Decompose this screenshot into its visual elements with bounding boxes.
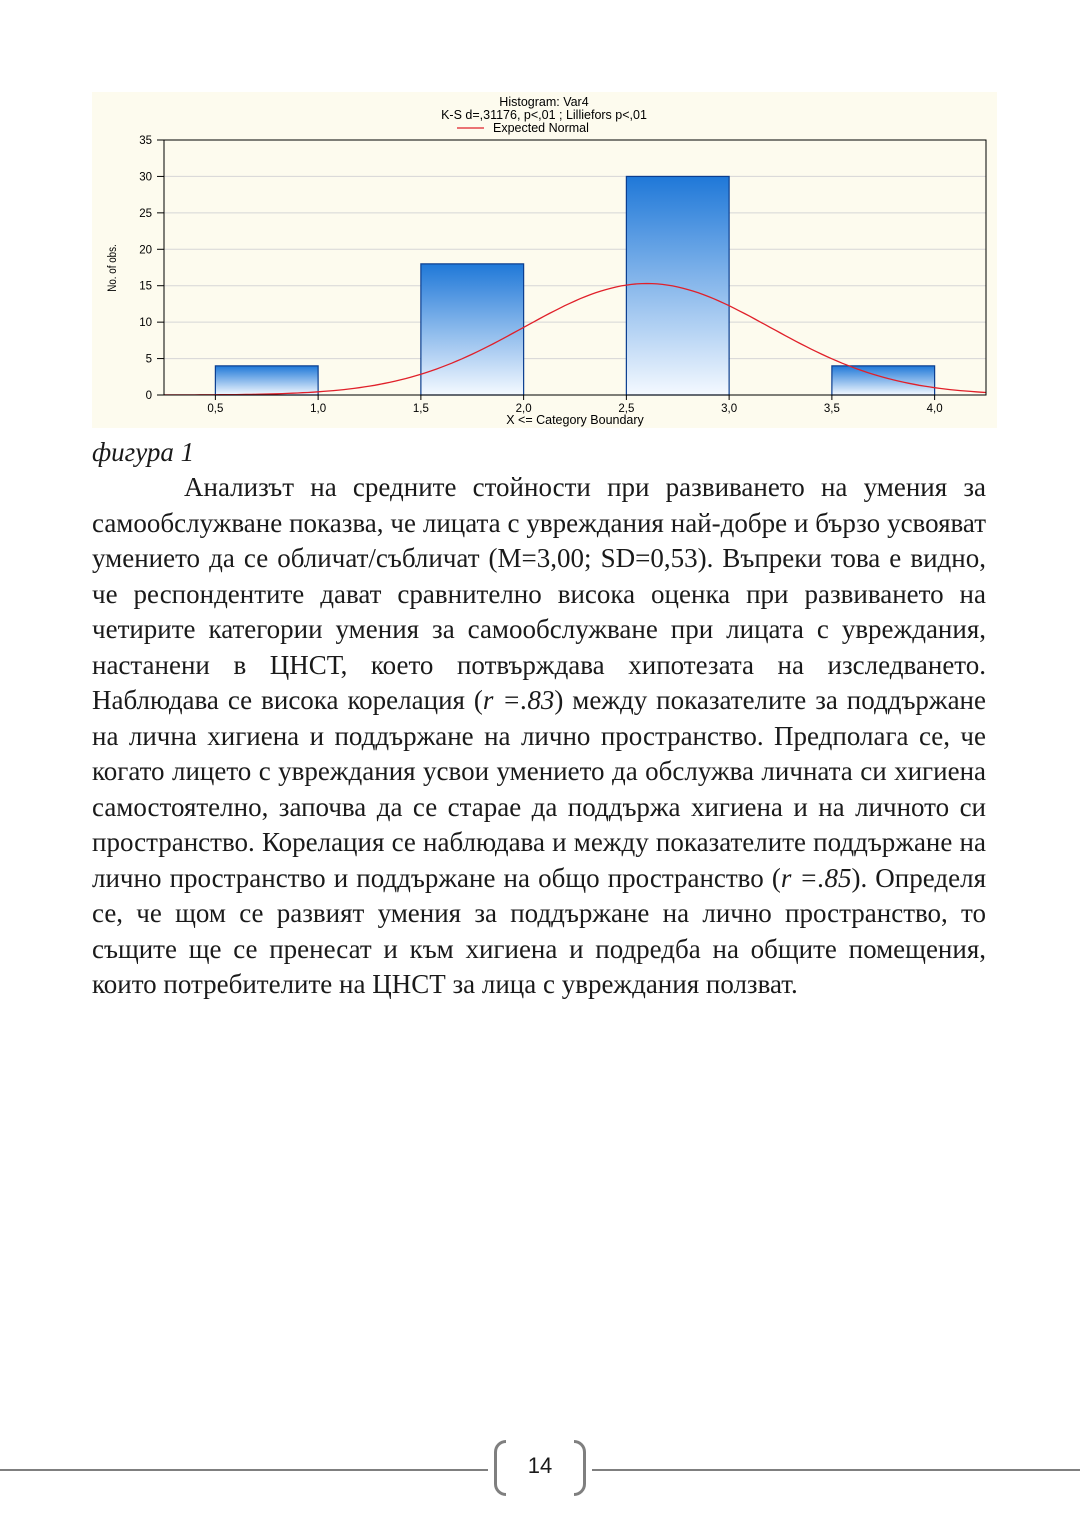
x-tick-label: 0,5 — [207, 403, 224, 415]
histogram-bar — [832, 366, 935, 395]
x-tick-label: 3,5 — [823, 403, 840, 415]
y-tick-label: 20 — [139, 244, 152, 257]
chart-title: Histogram: Var4 — [499, 95, 589, 109]
y-tick-label: 25 — [139, 207, 152, 220]
left-brace-icon — [494, 1440, 506, 1496]
footer-rule-left — [0, 1469, 488, 1471]
right-brace-icon — [574, 1440, 586, 1496]
paragraph-part-2: ) между показателите за поддържане на лична хигиена и поддържане на лично пространство. Предполага се, че когато лицето с увреждания усвои умението да обслужва личната си хигиена самостоятелно, започва да се старае да поддържа хигиена и на личното си пространство. Корелация се наблюдава и между показателите поддържане на лично пространство и поддържане на общо пространство ( — [92, 685, 986, 893]
plot-frame — [164, 140, 986, 395]
y-tick-label: 35 — [139, 135, 152, 147]
x-tick-label: 2,5 — [618, 403, 635, 415]
y-tick-label: 10 — [139, 317, 152, 330]
x-axis-label: X <= Category Boundary — [506, 413, 644, 427]
page-footer — [0, 1440, 1080, 1500]
y-tick-label: 5 — [145, 353, 152, 366]
correlation-value-2: r =.85 — [780, 862, 852, 893]
histogram-figure — [92, 92, 997, 428]
paragraph-part-1: Анализът на средните стойности при развиването на умения за самообслужване показва, че лицата с увреждания най-добре и бързо усвояват умението да се обличат/събличат (М=3,00; SD=0,53). Въпреки това е видно, че респондентите дават сравнително висока оценка при развиването на четирите категории умения за самообслужване при лицата с увреждания, настанени в ЦНСТ, което потвърждава хипотезата на изследването. Наблюдава се висока корелация ( — [92, 472, 986, 715]
y-tick-label: 30 — [139, 171, 152, 184]
chart-subtitle: K-S d=,31176, p<,01 ; Lilliefors p<,01 — [441, 108, 647, 122]
histogram-bar — [421, 264, 524, 395]
paragraph-part-3: ). Определя се, че щом се развият умения за поддържане на лично пространство, то същите ще се пренесат и към хигиена и подредба на общите помещения, които потребителите на ЦНСТ за лица с увреждания ползват. — [92, 862, 986, 999]
x-tick-label: 2,0 — [515, 403, 532, 415]
histogram-bar — [626, 176, 729, 395]
legend-label-expected-normal: Expected Normal — [493, 121, 589, 135]
page-number: 14 — [527, 1453, 553, 1478]
x-axis-ticks — [207, 395, 942, 415]
footer-rule-right — [592, 1469, 1080, 1471]
x-tick-label: 1,5 — [412, 403, 429, 415]
x-tick-label: 4,0 — [926, 403, 943, 415]
histogram-chart — [92, 92, 997, 428]
body-paragraph — [92, 470, 986, 1003]
grid-lines — [164, 176, 986, 358]
correlation-value-1: r =.83 — [482, 685, 555, 715]
y-axis-ticks — [139, 135, 164, 402]
y-tick-label: 0 — [145, 390, 152, 402]
y-axis-label: No. of obs. — [106, 244, 120, 292]
x-tick-label: 3,0 — [721, 403, 738, 415]
x-tick-label: 1,0 — [310, 403, 327, 415]
y-tick-label: 15 — [139, 280, 152, 293]
histogram-bar — [215, 366, 318, 395]
figure-caption: фигура 1 — [92, 437, 195, 467]
